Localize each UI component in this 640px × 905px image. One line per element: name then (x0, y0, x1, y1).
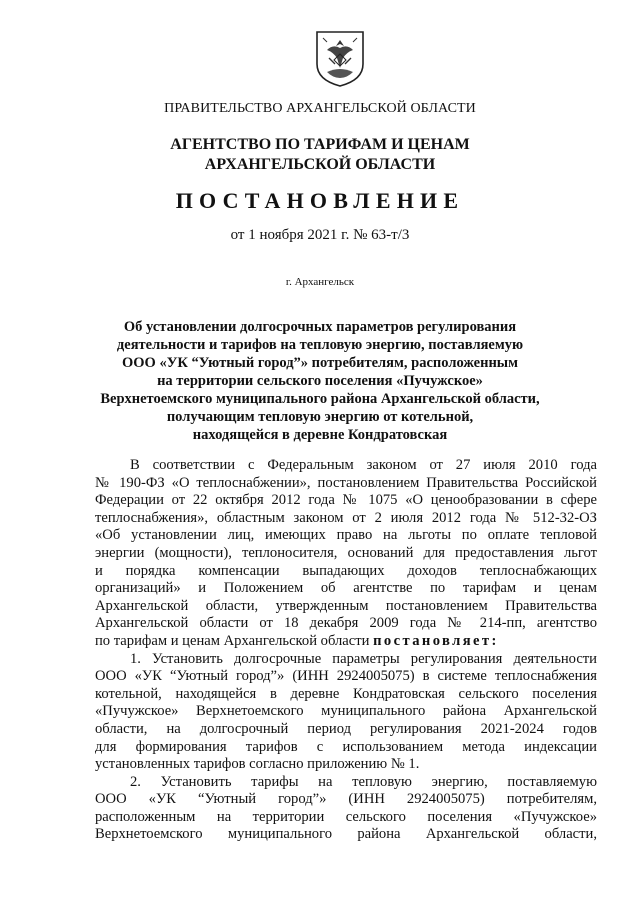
body-line: 1. Установить долгосрочные параметры регулирования деятельности (130, 650, 597, 667)
body-line: Архангельской области от 18 декабря 2009 года № 214-пп, агентство (95, 615, 597, 632)
subject-line: находящейся в деревне Кондратовская (192, 427, 448, 443)
document-type-title: ПОСТАНОВЛЕНИЕ (175, 188, 465, 213)
agency-name (0, 135, 640, 175)
document-city: г. Архангельск (285, 276, 355, 288)
body-line: для формирования тарифов с использованием метода индексации (95, 738, 597, 755)
body-line: ООО «УК “Уютный город”» (ИНН 2924005075) потребителям, (95, 791, 597, 808)
paragraph-item-1 (95, 651, 597, 774)
body-line: Архангельской области, утвержденным постановлением Правительства (95, 597, 597, 614)
body-line: «Об установлении лиц, имеющих право на льготы по оплате тепловой (95, 527, 597, 544)
body-line: энергии (мощности), теплоносителя, оснований для предоставления льгот (95, 544, 597, 561)
subject-line: ООО «УК “Уютный город”» потребителям, расположенным (121, 355, 519, 371)
body-line: теплоснабжения», областным законом от 2 июля 2012 года № 512-32-ОЗ (95, 509, 597, 526)
body-line: организаций» и Положением об агентстве по тарифам и ценам (95, 580, 597, 597)
body-line: № 190-ФЗ «О теплоснабжении», постановлением Правительства Российской (95, 474, 597, 491)
agency-name-line-1: АГЕНТСТВО ПО ТАРИФАМ И ЦЕНАМ (170, 136, 470, 153)
body-line: области, на долгосрочный период регулирования 2021-2024 годов (95, 720, 597, 737)
agency-name-line-2: АРХАНГЕЛЬСКОЙ ОБЛАСТИ (204, 156, 436, 173)
document-subject (0, 318, 640, 444)
body-line: Федерации от 22 октября 2012 года № 1075 «О ценообразовании в сфере (95, 492, 597, 509)
body-line: Верхнетоемского муниципального района Архангельской области, (95, 826, 597, 843)
government-name: ПРАВИТЕЛЬСТВО АРХАНГЕЛЬСКОЙ ОБЛАСТИ (164, 101, 476, 116)
body-line: котельной, находящейся в деревне Кондратовская сельского поселения (95, 685, 597, 702)
body-line: «Пучужское» Верхнетоемского муниципального района Архангельской (95, 703, 597, 720)
subject-line: деятельности и тарифов на тепловую энергию, поставляемую (116, 337, 524, 353)
paragraph-preamble (95, 457, 597, 651)
document-date-number: от 1 ноября 2021 г. № 63-т/3 (230, 227, 410, 243)
coat-of-arms-icon (313, 28, 367, 88)
document-body (95, 457, 597, 844)
body-line (95, 633, 597, 651)
subject-line: получающим тепловую энергию от котельной, (166, 409, 474, 425)
decree-word: постановляет: (373, 632, 499, 649)
body-line: установленных тарифов согласно приложению № 1. (95, 756, 420, 773)
body-line: ООО «УК “Уютный город”» (ИНН 2924005075) в системе теплоснабжения (95, 668, 597, 685)
paragraph-item-2 (95, 774, 597, 844)
subject-line: Верхнетоемского муниципального района Архангельской области, (100, 391, 540, 407)
subject-line: Об установлении долгосрочных параметров регулирования (123, 319, 517, 335)
body-line-text: по тарифам и ценам Архангельской области (95, 632, 370, 649)
body-line: и порядка компенсации выпадающих доходов теплоснабжающих (95, 562, 597, 579)
body-line: расположенным на территории сельского поселения «Пучужское» (95, 808, 597, 825)
body-line: В соответствии с Федеральным законом от 27 июля 2010 года (130, 457, 597, 473)
body-line: 2. Установить тарифы на тепловую энергию, поставляемую (130, 773, 597, 790)
subject-line: на территории сельского поселения «Пучужское» (157, 373, 483, 389)
